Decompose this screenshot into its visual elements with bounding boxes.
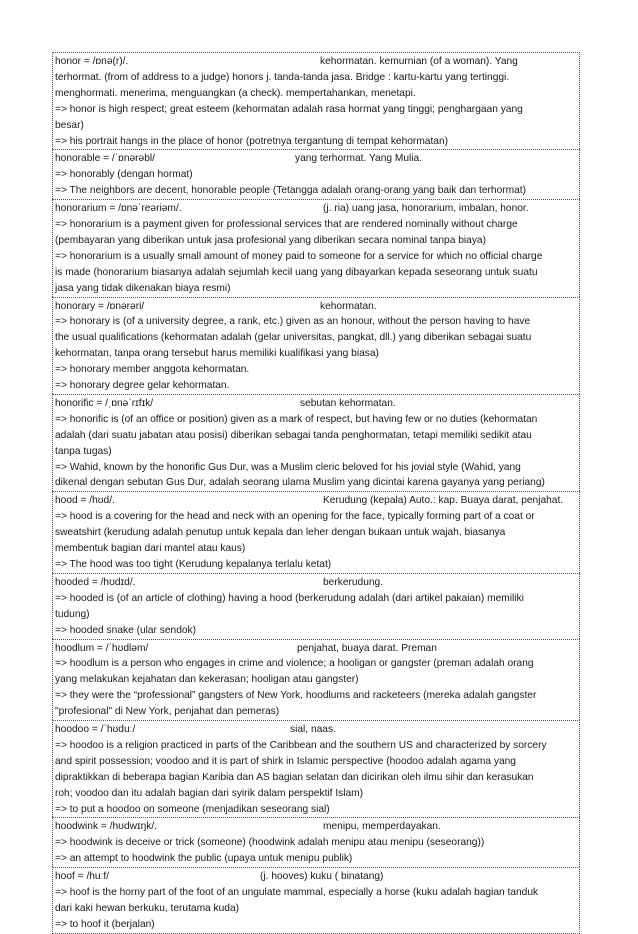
entry-line: tanpa tugas) — [55, 445, 112, 457]
headword: hoodwink = /hʊdwɪŋk/. — [55, 821, 158, 833]
entry-honorarium — [52, 199, 580, 296]
entry-line: "profesional" di New York, penjahat dan pemeras) — [55, 706, 280, 718]
headword: hoodoo = /ˈhʊduː/ — [55, 724, 136, 736]
headword: honorary = /ɒnərəri/ — [55, 300, 145, 312]
entry-line: tudung) — [55, 608, 90, 620]
entry-line: the usual qualifications (kehormatan adalah (gelar universitas, pangkat, dll.) yang diberikan sebagai suatu — [55, 332, 532, 344]
entry-line: => hoodlum is a person who engages in crime and violence; a hooligan or gangster (preman adalah orang — [55, 658, 534, 670]
entry-hoof — [52, 867, 580, 934]
entry-line: => honorary is (of a university degree, a rank, etc.) given as an honour, without the person having to have — [55, 316, 531, 328]
headword: honorable = /ˈɒnərəbl/ — [55, 153, 155, 165]
entry-line: terhormat. (from of address to a judge) honors j. tanda-tanda jasa. Bridge : kartu-kartu yang tertinggi. — [55, 71, 510, 83]
entry-headline — [55, 151, 577, 167]
entry-honor — [52, 52, 580, 149]
meaning: kehormatan. kemurnian (of a woman). Yang — [320, 56, 518, 67]
entry-line: => The neighbors are decent, honorable people (Tetangga adalah orang-orang yang baik dan terhormat) — [55, 185, 527, 197]
entry-line: sweatshirt (kerudung adalah penutup untuk kepala dan leher dengan bukaan untuk wajah, biasanya — [55, 527, 506, 539]
meaning: Kerudung (kepala) Auto.: kap. Buaya darat, penjahat. — [323, 495, 564, 507]
entry-line: => honor is high respect; great esteem (kehormatan adalah rasa hormat yang tinggi; penghargaan yang — [55, 103, 523, 115]
entry-headline — [55, 819, 577, 835]
entry-line: besar) — [55, 119, 84, 131]
entry-line: => hooded is (of an article of clothing) having a hood (berkerudung adalah (dari artikel pakaian) memiliki — [55, 592, 524, 604]
entry-line: => Wahid, known by the honorific Gus Dur, was a Muslim cleric beloved for his jovial style (Wahid, yang — [55, 461, 521, 473]
entry-hooded — [52, 573, 580, 639]
entry-line: => honorarium is a payment given for professional services that are rendered nominally without charge — [55, 219, 518, 231]
entry-line: => honorary member anggota kehormatan. — [55, 364, 250, 376]
entry-headline — [55, 493, 577, 509]
meaning: menipu, memperdayakan. — [323, 821, 441, 833]
entry-line: menghormati. menerima, menguangkan (a check). mempertahankan, menetapi. — [55, 87, 416, 99]
entry-hood — [52, 491, 580, 573]
entry-line: jasa yang tidak dikenakan biaya resmi) — [55, 282, 231, 294]
entry-line: adalah (dari suatu jabatan atau posisi) diberikan sebagai tanda penghormatan, tetapi memiliki sedikit atau — [55, 429, 532, 441]
entry-line: => his portrait hangs in the place of honor (potretnya tergantung di tempat kehormatan) — [55, 135, 449, 147]
entry-headline — [55, 299, 577, 315]
entry-line: dikenal dengan sebutan Gus Dur, adalah seorang ulama Muslim yang dicintai karena gayanya yang periang) — [55, 477, 545, 489]
entry-headline — [55, 575, 577, 591]
entry-line: membentuk bagian dari mantel atau kaus) — [55, 543, 246, 555]
entry-line: => hoof is the horny part of the foot of an ungulate mammal, especially a horse (kuku adalah bagian tanduk — [55, 887, 539, 899]
entry-line: => hoodoo is a religion practiced in parts of the Caribbean and the southern US and characterized by sorcery — [55, 739, 547, 751]
entry-headline — [55, 201, 577, 217]
entry-line: yang melakukan kejahatan dan kekerasan; hooligan atau gangster) — [55, 674, 359, 686]
meaning: (j. hooves) kuku ( binatang) — [260, 871, 384, 883]
entry-hoodwink — [52, 817, 580, 867]
meaning: sial, naas. — [290, 724, 336, 736]
meaning: berkerudung. — [323, 576, 384, 588]
entry-headline — [55, 54, 577, 70]
entry-line: roh; voodoo dan itu adalah bagian dari syirik dalam perspektif Islam) — [55, 787, 364, 799]
headword: hoof = /huːf/ — [55, 871, 110, 883]
entry-line: => to put a hoodoo on someone (menjadikan seseorang sial) — [55, 803, 330, 815]
entry-headline — [55, 869, 577, 885]
entry-line: => honorably (dengan hormat) — [55, 169, 193, 181]
entry-line: => they were the “professional” gangsters of New York, hoodlums and racketeers (mereka adalah gangster — [55, 690, 537, 702]
entry-line: kehormatan, tanpa orang tersebut harus memiliki kualifikasi yang biasa) — [55, 348, 379, 360]
entry-line: and spirit possession; voodoo and it is part of shirk in Islamic perspective (hoodoo adalah agama yang — [55, 755, 516, 767]
entry-line: (pembayaran yang diberikan untuk jasa profesional yang diberikan secara nominal tanpa biaya) — [55, 234, 486, 246]
entry-line: => The hood was too tight (Kerudung kepalanya terlalu ketat) — [55, 559, 332, 570]
entry-honorable — [52, 149, 580, 199]
meaning: yang terhormat. Yang Mulia. — [295, 153, 423, 165]
entry-line: => honorarium is a usually small amount of money paid to someone for a service for which no official charge — [55, 250, 543, 262]
entry-headline — [55, 396, 577, 412]
entry-line: => hoodwink is deceive or trick (someone) (hoodwink adalah menipu atau menipu (seseorang)) — [55, 837, 485, 849]
entry-headline — [55, 722, 577, 738]
entry-line: => to hoof it (berjalan) — [55, 918, 155, 930]
meaning: sebutan kehormatan. — [300, 397, 396, 409]
headword: honorific = /ˌɒnəˈrɪfɪk/ — [55, 397, 154, 409]
headword: hoodlum = /ˈhʊdləm/ — [55, 642, 149, 654]
headword: hooded = /hʊdɪd/. — [55, 576, 136, 588]
headword: hood = /hʊd/. — [55, 495, 115, 507]
entry-headline — [55, 641, 577, 657]
headword: honor = /ɒnə(r)/. — [55, 56, 129, 67]
headword: honorarium = /ɒnəˈreəriəm/. — [55, 203, 182, 215]
entry-hoodoo — [52, 720, 580, 817]
entry-line: dipraktikkan di beberapa bagian Karibia dan AS bagian selatan dan dicirikan oleh ilmu sihir dan kerasukan — [55, 771, 534, 783]
dictionary-page — [52, 52, 580, 934]
entry-line: => hooded snake (ular sendok) — [55, 624, 197, 636]
meaning: penjahat, buaya darat. Preman — [297, 642, 437, 654]
entry-line: => honorary degree gelar kehormatan. — [55, 380, 230, 392]
meaning: (j. ria) uang jasa, honorarium, imbalan, honor. — [323, 203, 529, 215]
entry-line: is made (honorarium biasanya adalah sejumlah kecil uang yang dibayarkan kepada seseorang untuk suatu — [55, 266, 538, 278]
entry-line: => honorific is (of an office or position) given as a mark of respect, but having few or no duties (kehormatan — [55, 413, 538, 425]
entry-honorary — [52, 297, 580, 394]
entry-hoodlum — [52, 639, 580, 721]
entry-honorific — [52, 394, 580, 491]
entry-line: dari kaki hewan berkuku, terutama kuda) — [55, 902, 240, 914]
entry-line: => hood is a covering for the head and neck with an opening for the face, typically forming part of a coat or — [55, 511, 535, 523]
entry-line: => an attempt to hoodwink the public (upaya untuk menipu publik) — [55, 853, 353, 865]
meaning: kehormatan. — [320, 300, 377, 312]
